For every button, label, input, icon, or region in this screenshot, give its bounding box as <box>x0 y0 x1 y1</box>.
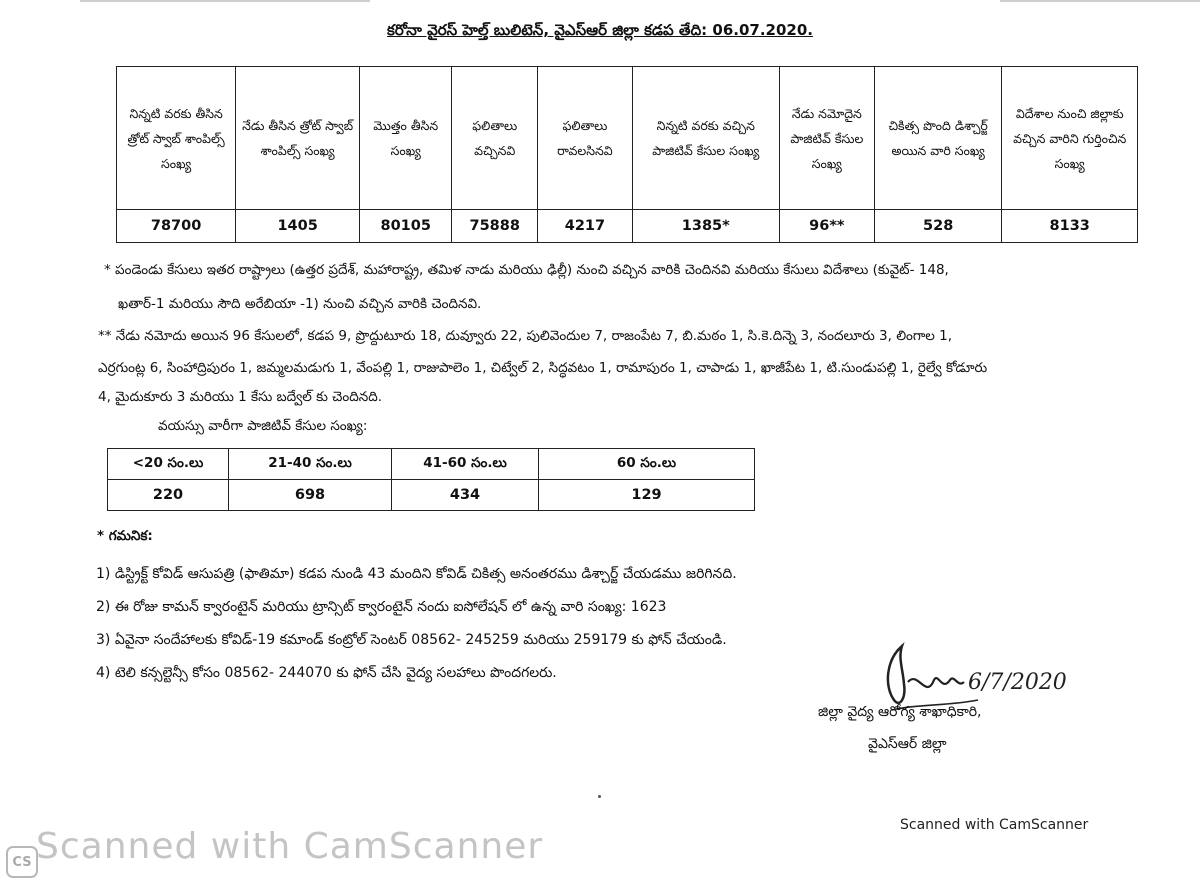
scan-edge-right <box>1000 0 1200 2</box>
value-cell: 1405 <box>236 210 360 243</box>
age-header-cell: <20 సం.లు <box>108 449 229 480</box>
header-cell: నిన్నటి వరకు వచ్చిన పాజిటివ్ కేసుల సంఖ్య <box>632 67 779 210</box>
value-cell: 78700 <box>117 210 236 243</box>
remark-item-4: 4) టెలి కన్సల్టెన్సీ కోసం 08562- 244070 కు ఫోన్ చేసి వైద్య సలహాలు పొందగలరు. <box>96 665 557 681</box>
remarks-heading: * గమనిక: <box>97 528 153 544</box>
age-value-cell: 698 <box>229 480 392 511</box>
camscanner-watermark: Scanned with CamScanner <box>36 826 544 867</box>
scanned-with-label: Scanned with CamScanner <box>900 817 1089 833</box>
header-cell: నిన్నటి వరకు తీసిన త్రోట్ స్వాబ్ శాంపిల్స్ సంఖ్య <box>117 67 236 210</box>
age-header-cell: 60 సం.లు <box>539 449 755 480</box>
table-value-row <box>117 210 1138 243</box>
age-header-row <box>108 449 755 480</box>
note-single-star-line-2: ఖతార్-1 మరియు సౌది అరేబియా -1) నుంచి వచ్చిన వారికి చెందినవి. <box>118 296 482 312</box>
note-double-star-line-3: 4, మైదుకూరు 3 మరియు 1 కేసు బద్వేల్ కు చెందినది. <box>98 389 383 405</box>
remark-item-2: 2) ఈ రోజు కామన్ క్వారంటైన్ మరియు ట్రాన్సిట్ క్వారంటైన్ నందు ఐసోలేషన్ లో ఉన్న వారి సంఖ్య: 1623 <box>96 599 667 615</box>
value-cell: 75888 <box>452 210 538 243</box>
remark-item-1: 1) డిస్ట్రిక్ట్ కోవిడ్ ఆసుపత్రి (ఫాతిమా) కడప నుండి 43 మందిని కోవిడ్ చికిత్స అనంతరము డిశ్చార్జ్ చేయడము జరిగినది. <box>96 566 737 582</box>
testing-summary-table <box>116 66 1138 243</box>
value-cell: 4217 <box>538 210 633 243</box>
age-value-cell: 129 <box>539 480 755 511</box>
age-wise-table <box>107 448 755 511</box>
note-single-star-line-1: * పండెండు కేసులు ఇతర రాష్ట్రాలు (ఉత్తర ప్రదేశ్, మహారాష్ట్ర, తమిళ నాడు మరియు ఢిల్లీ) నుంచి వచ్చిన వారికి చెందినవి మరియు కేసులు విదేశాలు (కువైట్- 148, <box>104 262 949 278</box>
remark-item-3: 3) ఏవైనా సందేహాలకు కోవిడ్-19 కమాండ్ కంట్రోల్ సెంటర్ 08562- 245259 మరియు 259179 కు ఫోన్ చేయండి. <box>96 632 727 648</box>
table-header-row <box>117 67 1138 210</box>
header-cell: మొత్తం తీసిన సంఖ్య <box>360 67 452 210</box>
scan-edge-left <box>80 0 370 2</box>
age-value-row <box>108 480 755 511</box>
bulletin-title-container <box>0 20 1200 43</box>
age-table-caption: వయస్సు వారీగా పాజిటివ్ కేసుల సంఖ్య: <box>158 418 368 434</box>
scan-dot <box>598 795 601 798</box>
header-cell: విదేశాల నుంచి జిల్లాకు వచ్చిన వారిని గుర్తించిన సంఖ్య <box>1002 67 1138 210</box>
signature-date: 6/7/2020 <box>968 670 1067 695</box>
header-cell: చికిత్స పొంది డిశ్చార్జ్ అయిన వారి సంఖ్య <box>874 67 1001 210</box>
value-cell: 8133 <box>1002 210 1138 243</box>
value-cell: 96** <box>779 210 874 243</box>
note-double-star-line-2: ఎర్రగుంట్ల 6, సింహాద్రిపురం 1, జమ్మలమడుగు 1, వేంపల్లి 1, రాజుపాలెం 1, చిట్వేల్ 2, సిద్ధవటం 1, రామాపురం 1, చాపాడు 1, ఖాజీపేట 1, టి.సుండుపల్లి 1, రైల్వే కోడూరు <box>98 360 988 376</box>
header-cell: నేడు తీసిన త్రోట్ స్వాబ్ శాంపిల్స్ సంఖ్య <box>236 67 360 210</box>
age-value-cell: 434 <box>392 480 539 511</box>
age-header-cell: 41-60 సం.లు <box>392 449 539 480</box>
header-cell: ఫలితాలు వచ్చినవి <box>452 67 538 210</box>
header-cell: ఫలితాలు రావలసినవి <box>538 67 633 210</box>
value-cell: 528 <box>874 210 1001 243</box>
officer-designation: జిల్లా వైద్య ఆరోగ్య శాఖాధికారి, <box>818 704 982 720</box>
age-header-cell: 21-40 సం.లు <box>229 449 392 480</box>
value-cell: 80105 <box>360 210 452 243</box>
bulletin-title: కరోనా వైరస్ హెల్త్ బులిటెన్, వైఎస్ఆర్ జిల్లా కడప తేది: 06.07.2020. <box>387 21 813 39</box>
value-cell: 1385* <box>632 210 779 243</box>
camscanner-logo-icon: CS <box>6 846 38 878</box>
officer-district: వైఎస్ఆర్ జిల్లా <box>868 736 947 752</box>
header-cell: నేడు నమోదైన పాజిటివ్ కేసుల సంఖ్య <box>779 67 874 210</box>
age-value-cell: 220 <box>108 480 229 511</box>
note-double-star-line-1: ** నేడు నమోదు అయిన 96 కేసులలో, కడప 9, ప్రొద్దుటూరు 18, దువ్వూరు 22, పులివెందుల 7, రాజంపేట 7, బి.మఠం 1, సి.కె.దిన్నె 3, నందలూరు 3, లింగాల 1, <box>98 328 953 344</box>
